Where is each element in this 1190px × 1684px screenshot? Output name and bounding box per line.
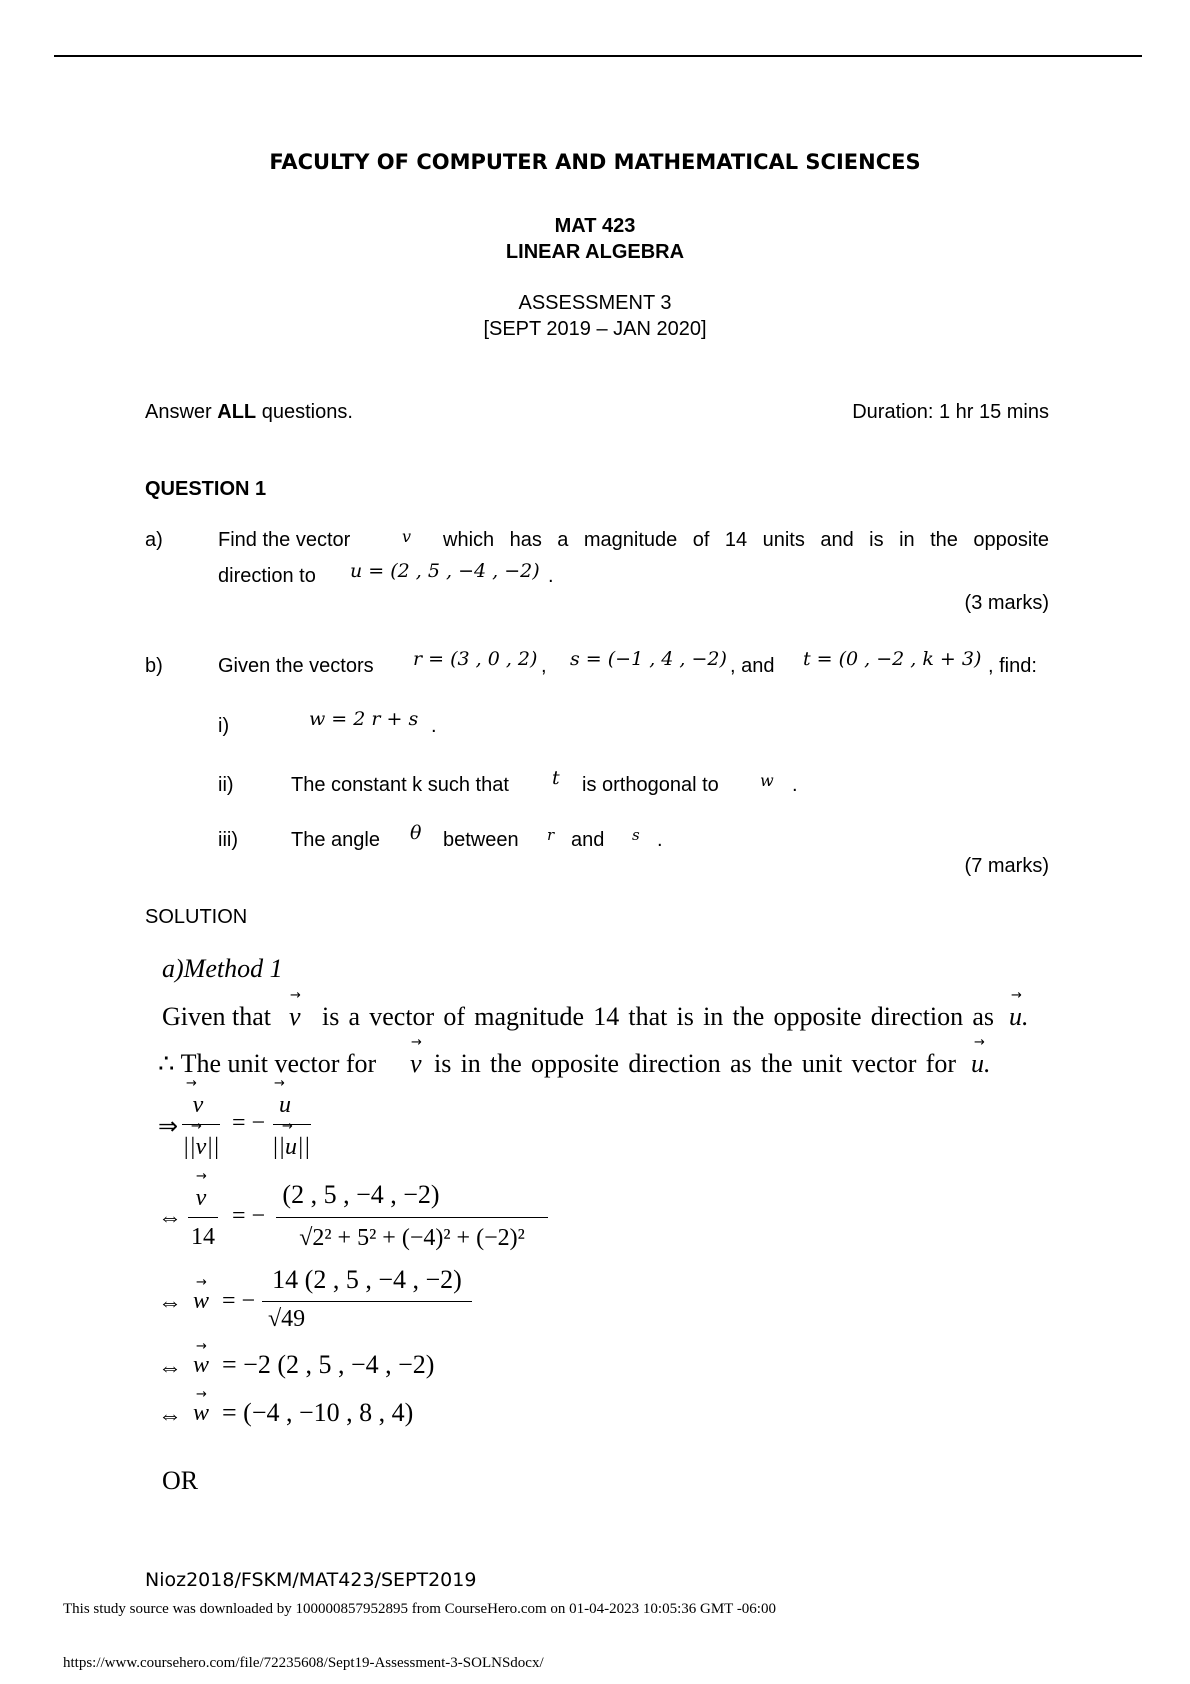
step5-iff-icon: ⇔ bbox=[158, 1403, 182, 1429]
vector-arrow-icon: → bbox=[191, 1119, 202, 1134]
fraction-bar bbox=[188, 1217, 218, 1218]
part-b-iii-and: and bbox=[571, 829, 605, 851]
part-b-ii-end: . bbox=[792, 774, 798, 796]
part-b-label: b) bbox=[145, 655, 163, 677]
vector-arrow-icon: → bbox=[186, 1076, 197, 1091]
step4-w: w bbox=[193, 1352, 210, 1378]
part-a-var-v: v bbox=[402, 527, 412, 546]
solution-line1-v: v bbox=[289, 1002, 301, 1031]
part-a-label: a) bbox=[145, 529, 163, 551]
step3-iff-icon: ⇔ bbox=[158, 1290, 182, 1316]
step2-iff-icon: ⇔ bbox=[158, 1205, 182, 1231]
part-b-iii-end: . bbox=[657, 829, 663, 851]
vector-arrow-icon: → bbox=[196, 1169, 207, 1184]
answer-prefix: Answer bbox=[145, 401, 218, 423]
part-b-ii-var-t: t bbox=[552, 767, 560, 789]
part-b-iii-label: iii) bbox=[218, 829, 238, 851]
answer-suffix: questions. bbox=[256, 401, 353, 423]
step2-num-right: (2 , 5 , −4 , −2) bbox=[282, 1180, 440, 1209]
session-dates: [SEPT 2019 – JAN 2020] bbox=[483, 318, 707, 340]
step3-equals: = − bbox=[222, 1288, 256, 1314]
part-b-ii-label: ii) bbox=[218, 774, 234, 796]
solution-line2-u: u. bbox=[971, 1049, 991, 1078]
source-url[interactable]: https://www.coursehero.com/file/72235608/Sept19-Assessment-3-SOLNSdocx/ bbox=[63, 1655, 544, 1671]
step3-denominator: √49 bbox=[268, 1306, 306, 1332]
question-title: QUESTION 1 bbox=[145, 478, 267, 500]
assessment-title: ASSESSMENT 3 bbox=[518, 292, 672, 314]
step1-implies-icon: ⇒ bbox=[158, 1114, 179, 1140]
part-a-text1: Find the vector bbox=[218, 529, 351, 551]
step4-iff-icon: ⇔ bbox=[158, 1355, 182, 1381]
duration: Duration: 1 hr 15 mins bbox=[852, 401, 1049, 423]
step2-num-left: v bbox=[195, 1185, 207, 1211]
part-a-period: . bbox=[548, 565, 554, 587]
part-b-find: , find: bbox=[988, 655, 1037, 677]
step1-equals: = − bbox=[232, 1110, 266, 1136]
answer-bold: ALL bbox=[217, 401, 257, 423]
part-b-i-expr: w = 2 r + s bbox=[309, 708, 419, 730]
solution-line1-b: is a vector of magnitude 14 that is in the opposite direction as bbox=[322, 1002, 994, 1031]
part-b-marks: (7 marks) bbox=[964, 855, 1049, 877]
step5-w: w bbox=[193, 1400, 210, 1426]
part-b-ii-var-w: w bbox=[760, 771, 774, 790]
step1-num-right: u bbox=[279, 1092, 291, 1118]
doc-reference: Nioz2018/FSKM/MAT423/SEPT2019 bbox=[145, 1569, 477, 1591]
part-b-i-label: i) bbox=[218, 715, 230, 737]
step1-den-left: ||v|| bbox=[182, 1134, 220, 1160]
step2-den-right: √2² + 5² + (−4)² + (−2)² bbox=[299, 1225, 525, 1251]
answer-instruction bbox=[145, 401, 353, 424]
part-b-r-expr: r = (3 , 0 , 2) bbox=[413, 648, 538, 670]
vector-arrow-icon: → bbox=[274, 1076, 285, 1091]
step2-den-left: 14 bbox=[191, 1224, 215, 1250]
course-name: LINEAR ALGEBRA bbox=[505, 241, 685, 263]
part-b-iii-s: s bbox=[632, 826, 640, 844]
download-note: This study source was downloaded by 100000857952895 from CourseHero.com on 01-04-2023 10:05:36 GMT -06:00 bbox=[63, 1601, 776, 1617]
solution-heading: SOLUTION bbox=[145, 906, 248, 928]
part-b-ii-text2: is orthogonal to bbox=[582, 774, 719, 796]
part-b-text1: Given the vectors bbox=[218, 655, 374, 677]
solution-line1-u: u. bbox=[1009, 1002, 1029, 1031]
part-b-t-expr: t = (0 , −2 , k + 3) bbox=[803, 648, 982, 670]
faculty-title: FACULTY OF COMPUTER AND MATHEMATICAL SCIENCES bbox=[269, 150, 921, 174]
step1-den-right: ||u|| bbox=[271, 1134, 311, 1160]
part-a-marks: (3 marks) bbox=[964, 592, 1049, 614]
step3-numerator: 14 (2 , 5 , −4 , −2) bbox=[272, 1265, 462, 1294]
part-b-iii-text1: The angle bbox=[291, 829, 380, 851]
solution-line2-v: v bbox=[410, 1049, 422, 1078]
solution-line2-b: is in the opposite direction as the unit vector for bbox=[434, 1049, 956, 1078]
part-b-s-expr: s = (−1 , 4 , −2) bbox=[570, 648, 727, 670]
vector-arrow-icon: → bbox=[196, 1275, 207, 1290]
vector-arrow-icon: → bbox=[196, 1339, 207, 1354]
part-b-and: , and bbox=[730, 655, 775, 677]
step5-rhs: = (−4 , −10 , 8 , 4) bbox=[222, 1398, 414, 1427]
part-a-text3: direction to bbox=[218, 565, 316, 587]
course-code: MAT 423 bbox=[554, 215, 636, 237]
part-a-u-expr: u = (2 , 5 , −4 , −2) bbox=[350, 560, 540, 582]
part-b-iii-r: r bbox=[547, 826, 555, 844]
part-a-text2: which has a magnitude of 14 units and is in the opposite bbox=[443, 529, 1049, 551]
step3-w: w bbox=[193, 1288, 210, 1314]
top-rule bbox=[54, 55, 1142, 57]
part-b-comma: , bbox=[541, 655, 547, 677]
part-b-iii-text2: between bbox=[443, 829, 519, 851]
step2-equals: = − bbox=[232, 1203, 266, 1229]
part-b-iii-theta: θ bbox=[410, 822, 422, 844]
solution-method: a)Method 1 bbox=[162, 954, 283, 983]
fraction-bar bbox=[276, 1217, 548, 1218]
part-b-i-end: . bbox=[431, 715, 437, 737]
solution-or: OR bbox=[162, 1466, 199, 1495]
part-b-ii-text1: The constant k such that bbox=[291, 774, 509, 796]
step4-rhs: = −2 (2 , 5 , −4 , −2) bbox=[222, 1350, 435, 1379]
vector-arrow-icon: → bbox=[282, 1119, 293, 1134]
step1-num-left: v bbox=[192, 1092, 204, 1118]
solution-line1-a: Given that bbox=[162, 1002, 272, 1031]
vector-arrow-icon: → bbox=[1011, 988, 1022, 1003]
solution-line2-a: ∴ The unit vector for bbox=[158, 1049, 377, 1078]
vector-arrow-icon: → bbox=[290, 988, 301, 1003]
vector-arrow-icon: → bbox=[196, 1387, 207, 1402]
vector-arrow-icon: → bbox=[411, 1035, 422, 1050]
vector-arrow-icon: → bbox=[974, 1035, 985, 1050]
fraction-bar bbox=[262, 1301, 472, 1302]
